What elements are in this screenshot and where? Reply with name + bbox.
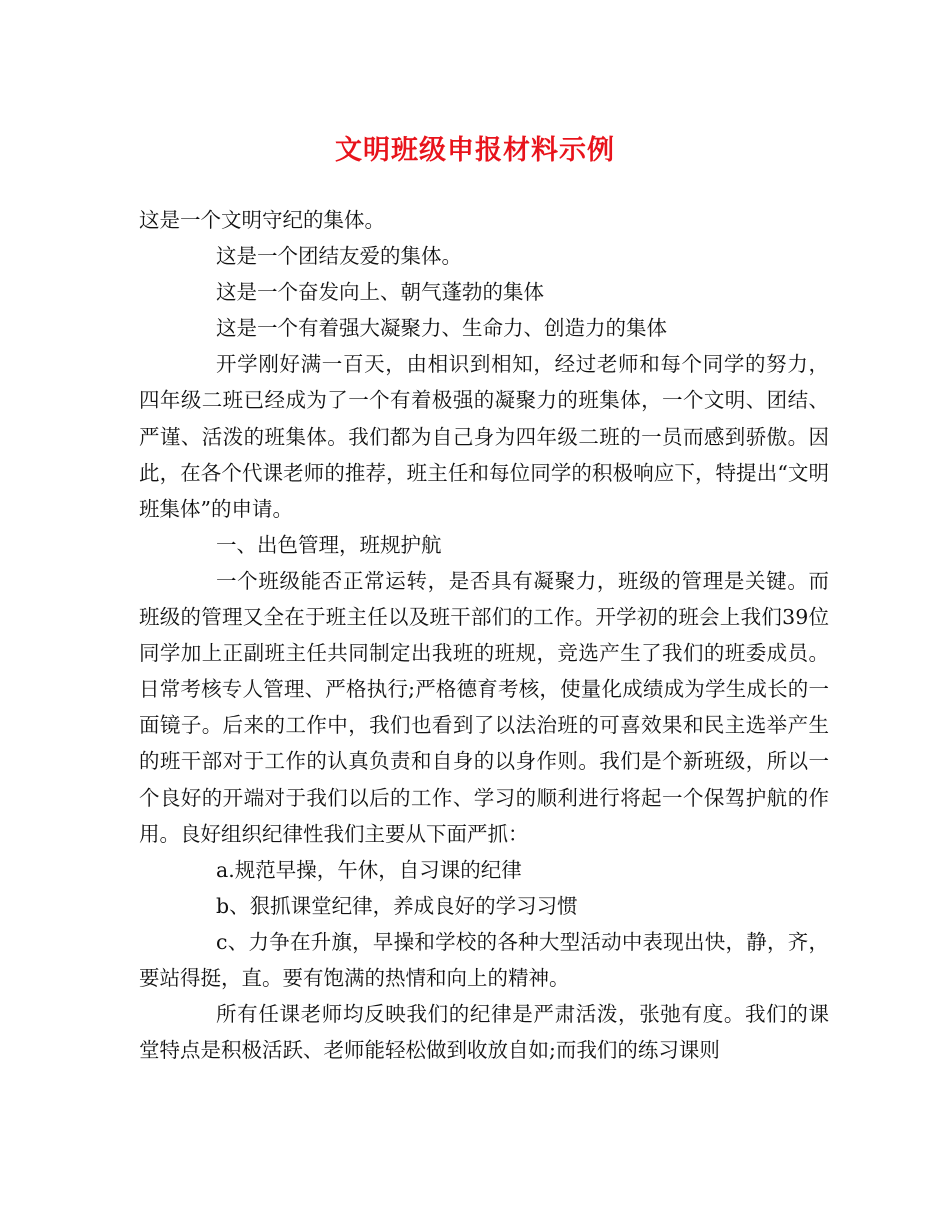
list-item-b: b、狠抓课堂纪律，养成良好的学习习惯	[216, 893, 578, 918]
document-title: 文明班级申报材料示例	[335, 135, 615, 166]
paragraph-3: 这是一个奋发向上、朝气蓬勃的集体	[216, 280, 544, 305]
list-item-c: c、力争在升旗，早操和学校的各种大型活动中表现出快，静，齐，要站得挺，直。要有饱满的热情和向上的精神。	[139, 929, 829, 990]
paragraph-1: 这是一个文明守纪的集体。	[139, 208, 385, 232]
document-body	[139, 202, 829, 1068]
section-heading-1: 一、出色管理，班规护航	[216, 532, 442, 557]
paragraph-7: 所有任课老师均反映我们的纪律是严肃活泼，张弛有度。我们的课堂特点是积极活跃、老师能轻松做到收放自如;而我们的练习课则	[139, 1002, 829, 1063]
paragraph-6: 一个班级能否正常运转，是否具有凝聚力，班级的管理是关键。而班级的管理又全在于班主任以及班干部们的工作。开学初的班会上我们39位同学加上正副班主任共同制定出我班的班规，竞选产生了我们的班委成员。日常考核专人管理、严格执行;严格德育考核，使量化成绩成为学生成长的一面镜子。后来的工作中，我们也看到了以法治班的可喜效果和民主选举产生的班干部对于工作的认真负责和自身的以身作则。我们是个新班级，所以一个良好的开端对于我们以后的工作、学习的顺利进行将起一个保驾护航的作用。良好组织纪律性我们主要从下面严抓：	[139, 568, 829, 846]
list-item-a: a.规范早操，午休，自习课的纪律	[216, 857, 522, 882]
paragraph-4: 这是一个有着强大凝聚力、生命力、创造力的集体	[216, 316, 667, 341]
paragraph-5: 开学刚好满一百天，由相识到相知，经过老师和每个同学的努力，四年级二班已经成为了一个有着极强的凝聚力的班集体，一个文明、团结、严谨、活泼的班集体。我们都为自己身为四年级二班的一员而感到骄傲。因此，在各个代课老师的推荐，班主任和每位同学的积极响应下，特提出“文明班集体”的申请。	[139, 352, 829, 521]
paragraph-2: 这是一个团结友爱的集体。	[216, 244, 462, 269]
